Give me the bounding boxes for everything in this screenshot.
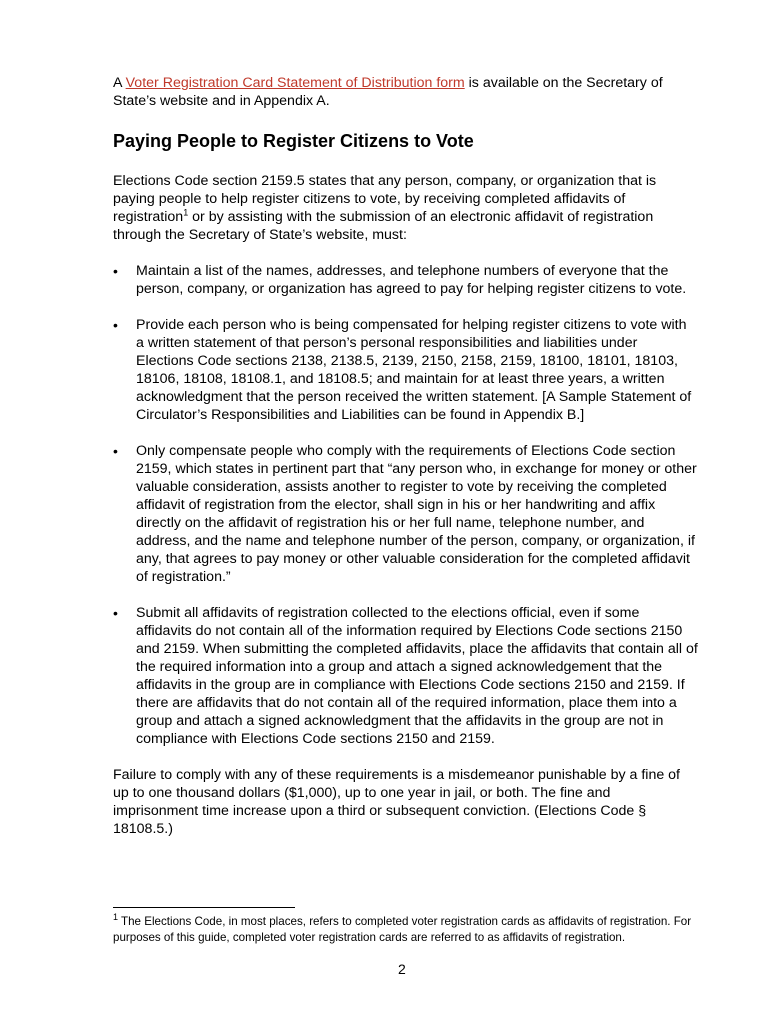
- intro-suffix: is available on the Secretary of State’s website and in Appendix A.: [113, 75, 663, 109]
- footnote-text: The Elections Code, in most places, refers to completed voter registration cards as affidavits of registration. For purposes of this guide, completed voter registration cards are referred to as affidavits of registration.: [113, 915, 692, 944]
- lead-paragraph: [113, 172, 698, 244]
- footnote-marker: 1: [113, 912, 119, 923]
- document-body: [113, 74, 698, 838]
- statement-of-distribution-link[interactable]: Voter Registration Card Statement of Distribution form: [125, 75, 465, 91]
- requirements-list: [113, 262, 698, 748]
- page-number: 2: [398, 961, 406, 977]
- bullet-icon: •: [113, 605, 118, 621]
- footnote: [113, 914, 703, 946]
- list-item-text: Maintain a list of the names, addresses, and telephone numbers of everyone that the person, company, or organization has agreed to pay for helping register citizens to vote.: [136, 263, 687, 297]
- bullet-icon: •: [113, 443, 118, 459]
- list-item: [113, 442, 698, 586]
- footnote-divider: [113, 907, 295, 908]
- footnote-reference[interactable]: 1: [183, 207, 189, 218]
- list-item: [113, 316, 698, 424]
- lead-text-part-1: Elections Code section 2159.5 states that any person, company, or organization that is paying people to help register citizens to vote, by receiving completed affidavits of registration: [113, 173, 657, 225]
- list-item-text: Provide each person who is being compensated for helping register citizens to vote with a written statement of that person’s personal responsibilities and liabilities under Elections Code sections 2138, 2138.5, 2139, 2150, 2158, 2159, 18100, 18101, 18103, 18106, 18108, 18108.1, and 18108.5; and maintain for at least three years, a written acknowledgment that the person received the written statement. [A Sample Statement of Circulator’s Responsibilities and Liabilities can be found in Appendix B.]: [136, 317, 692, 423]
- section-heading: Paying People to Register Citizens to Vote: [113, 131, 474, 151]
- intro-paragraph: [113, 74, 698, 110]
- list-item-text: Submit all affidavits of registration collected to the elections official, even if some affidavits do not contain all of the information required by Elections Code sections 2150 and 2159. When submitting the completed affidavits, place the affidavits that contain all of the required information into a group and attach a signed acknowledgement that the affidavits in the group are in compliance with Elections Code sections 2150 and 2159. If there are affidavits that do not contain all of the required information, place them into a group and attach a signed acknowledgment that the affidavits in the group are not in compliance with Elections Code sections 2150 and 2159.: [136, 605, 698, 747]
- intro-prefix: A: [113, 75, 126, 91]
- bullet-icon: •: [113, 317, 118, 333]
- bullet-icon: •: [113, 263, 118, 279]
- closing-paragraph: Failure to comply with any of these requirements is a misdemeanor punishable by a fine of up to one thousand dollars ($1,000), up to one year in jail, or both. The fine and imprisonment time increase upon a third or subsequent conviction. (Elections Code § 18108.5.): [113, 767, 681, 837]
- list-item: [113, 262, 698, 298]
- list-item: [113, 604, 698, 748]
- list-item-text: Only compensate people who comply with the requirements of Elections Code section 2159, which states in pertinent part that “any person who, in exchange for money or other valuable consideration, assists another to register to vote by receiving the completed affidavit of registration from the elector, shall sign in his or her handwriting and affix directly on the affidavit of registration his or her full name, telephone number, and address, and the name and telephone number of the person, company, or organization, if any, that agrees to pay money or other valuable consideration for the completed affidavit of registration.”: [136, 443, 697, 585]
- lead-text-part-2: or by assisting with the submission of an electronic affidavit of registration through the Secretary of State’s website, must:: [113, 209, 654, 243]
